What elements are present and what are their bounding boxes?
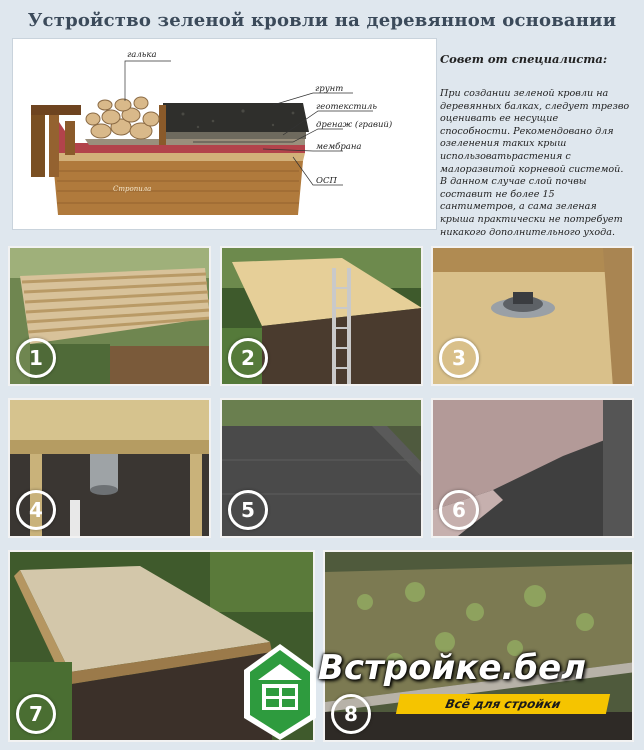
brand-tagline: Всё для стройки	[396, 694, 610, 714]
step-number-2: 2	[228, 338, 268, 378]
label-membrane: мембрана	[316, 142, 362, 152]
soil-layer	[163, 103, 309, 132]
rafter-layer	[53, 161, 303, 215]
label-geotextile: геотекстиль	[316, 102, 377, 112]
parapet-top	[31, 105, 81, 115]
pebbles	[86, 97, 159, 139]
brand-name: Встройке.бел	[318, 648, 587, 688]
tip-body: При создании зеленой кровли на деревянных балках, следует трезво оценивать ее несущие способности. Рекомендовано для озеленения таких крыш использоватьрастения с малоразвитой корневой системой. В данном случае слой почвы составит не более 15 сантиметров, а сама зеленая крыша практически не потребует никакого дополнительного ухода.	[440, 88, 630, 238]
step-number-7: 7	[16, 694, 56, 734]
step-photo-5	[220, 398, 423, 538]
edge-board	[159, 105, 166, 145]
tip-heading: Совет от специалиста:	[440, 52, 608, 66]
step-photo-3	[431, 246, 634, 386]
step-number-1: 1	[16, 338, 56, 378]
roof-layers-svg	[13, 39, 436, 229]
expert-tip	[440, 52, 630, 239]
parapet-post	[31, 115, 45, 177]
step-number-4: 4	[16, 490, 56, 530]
cross-section-diagram	[12, 38, 437, 230]
step-number-5: 5	[228, 490, 268, 530]
label-drainage: дренаж (гравий)	[316, 120, 393, 130]
page-title: Устройство зеленой кровли на деревянном основании	[27, 10, 617, 31]
label-soil: грунт	[315, 84, 344, 94]
step-photo-6	[431, 398, 634, 538]
step-photo-2	[220, 246, 423, 386]
label-pebbles: галька	[127, 50, 157, 60]
step-number-6: 6	[439, 490, 479, 530]
geotextile-layer	[163, 132, 306, 139]
step-number-3: 3	[439, 338, 479, 378]
step-number-8: 8	[331, 694, 371, 734]
label-rafter: Стропила	[113, 185, 152, 193]
label-osb: ОСП	[316, 176, 337, 186]
osb-layer	[53, 153, 305, 161]
step-photo-1	[8, 246, 211, 386]
step-photo-4	[8, 398, 211, 538]
